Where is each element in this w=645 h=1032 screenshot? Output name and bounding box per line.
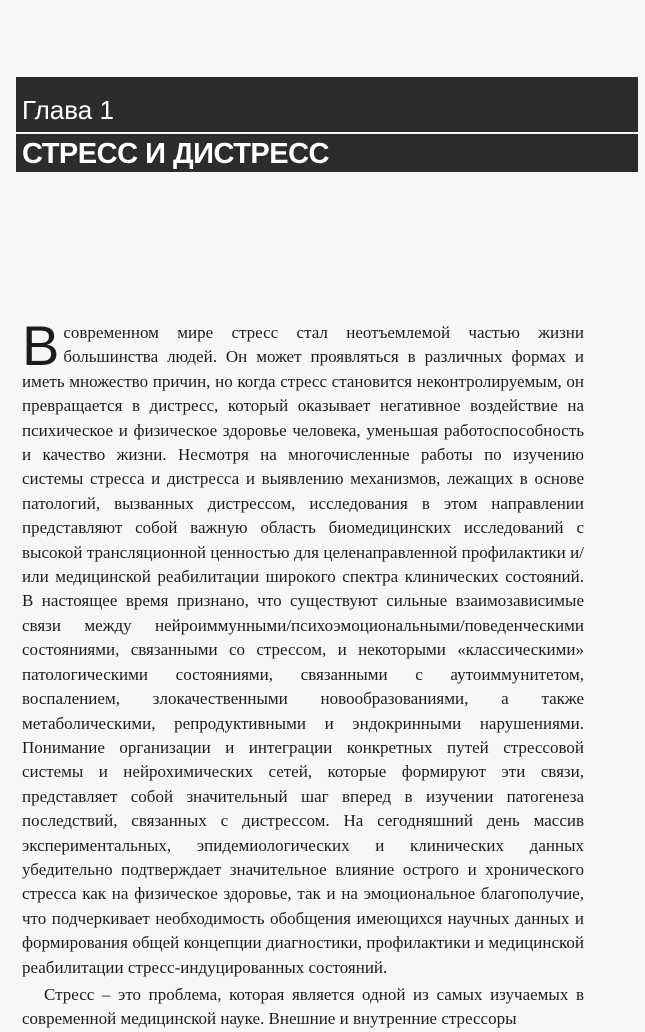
chapter-title: СТРЕСС И ДИСТРЕСС <box>22 138 329 170</box>
chapter-number: Глава 1 <box>22 95 114 125</box>
body-text <box>22 314 584 1032</box>
paragraph-text: современном мире стресс стал неотъемлемой частью жизни большинства людей. Он может проявляться в различных формах и иметь множество причин, но когда стресс становится неконтролируемым, он превращается в дистресс, который оказывает негативное воздействие на психическое и физическое здоровье человека, уменьшая работоспособность и качество жизни. Несмотря на многочисленные работы по изучению системы стресса и дистресса и выявлению механизмов, лежащих в основе патологий, вызванных дистрессом, исследования в этом направлении представляют собой важную область биомедицинских исследований с высокой трансляционной ценностью для целенаправленной профилактики и/или медицинской реабилитации широкого спектра клинических состояний. В настоящее время признано, что существуют сильные взаимозависимые связи между нейроиммунными/психоэмоциональными/поведенческими состояниями, связанными со стрессом, и некоторыми «классическими» патологическими состояниями, связанными с аутоиммунитетом, воспалением, злокачественными новообразованиями, а также метаболическими, репродуктивными и эндокринными нарушениями. Понимание организации и интеграции конкретных путей стрессовой системы и нейрохимических сетей, которые формируют эти связи, представляет собой значительный шаг вперед в изучении патогенеза последствий, связанных с дистрессом. На сегодняшний день массив экспериментальных, эпидемиологических и клинических данных убедительно подтверждает значительное влияние острого и хронического стресса как на физическое здоровье, так и на эмоциональное благополучие, что подчеркивает необходимость обобщения имеющихся научных данных и формирования общей концепции диагностики, профилактики и медицинской реабилитации стресс-индуцированных состояний. <box>22 323 584 977</box>
paragraph <box>22 314 584 980</box>
drop-cap: В <box>22 314 60 377</box>
paragraph: Стресс – это проблема, которая является одной из самых изучаемых в современной медицинской науке. Внешние и внутренние стрессоры <box>22 984 584 1029</box>
chapter-header-divider <box>16 132 638 134</box>
